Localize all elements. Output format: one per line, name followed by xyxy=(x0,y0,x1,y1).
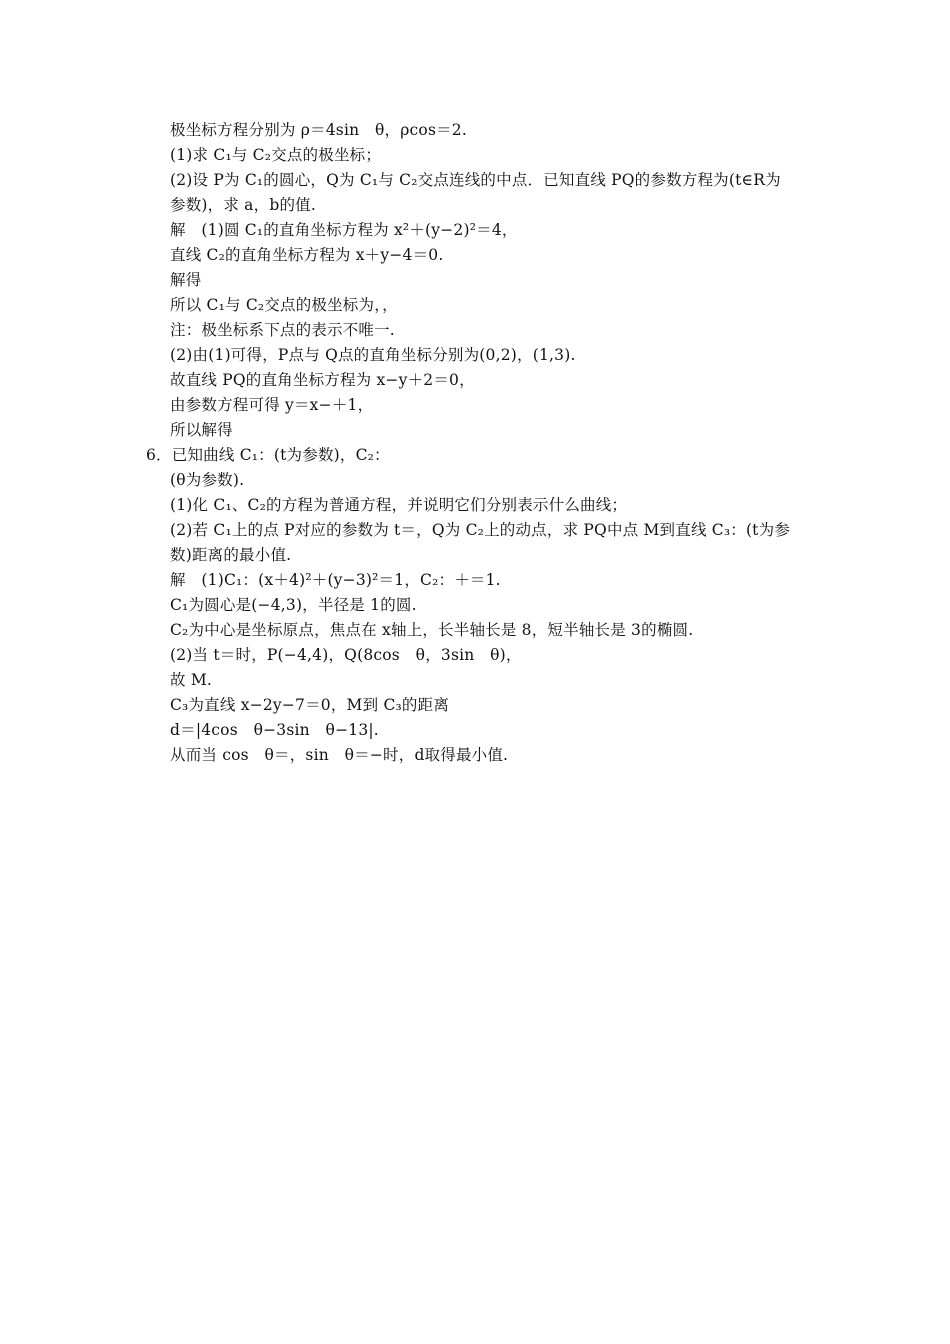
text-line: 解得 xyxy=(170,271,202,289)
text-line: (θ为参数). xyxy=(170,471,245,489)
text-line: C₃为直线 x−2y−7＝0，M到 C₃的距离 xyxy=(170,696,450,714)
text-line: 注：极坐标系下点的表示不唯一. xyxy=(170,321,395,339)
text-line: 参数)，求 a，b的值. xyxy=(170,196,316,214)
text-line: 由参数方程可得 y＝x−＋1， xyxy=(170,396,374,414)
text-line: 所以 C₁与 C₂交点的极坐标为，， xyxy=(170,296,398,314)
text-line: 所以解得 xyxy=(170,421,233,439)
text-line: 解 (1)圆 C₁的直角坐标方程为 x²＋(y−2)²＝4， xyxy=(170,221,518,239)
text-line: 故 M. xyxy=(170,671,213,689)
text-line: (1)化 C₁、C₂的方程为普通方程，并说明它们分别表示什么曲线； xyxy=(170,496,628,514)
text-line: 从而当 cos θ＝，sin θ＝−时，d取得最小值. xyxy=(170,746,509,764)
text-line: (2)当 t＝时，P(−4,4)，Q(8cos θ，3sin θ)， xyxy=(170,646,522,664)
text-line: (2)若 C₁上的点 P对应的参数为 t＝，Q为 C₂上的动点，求 PQ中点 M到直线 C₃：(t为参 xyxy=(170,521,791,539)
question-heading: 6．已知曲线 C₁：(t为参数)，C₂： xyxy=(146,446,390,464)
text-line: 数)距离的最小值. xyxy=(170,546,292,564)
text-line: 故直线 PQ的直角坐标方程为 x−y＋2＝0， xyxy=(170,371,475,389)
text-line: 解 (1)C₁：(x＋4)²＋(y−3)²＝1，C₂：＋＝1. xyxy=(170,571,501,589)
text-line: (2)设 P为 C₁的圆心，Q为 C₁与 C₂交点连线的中点．已知直线 PQ的参数方程为(t∈R为 xyxy=(170,171,781,189)
text-line: C₂为中心是坐标原点，焦点在 x轴上，长半轴长是 8，短半轴长是 3的椭圆. xyxy=(170,621,694,639)
text-line: 直线 C₂的直角坐标方程为 x＋y−4＝0. xyxy=(170,246,444,264)
text-line: d＝|4cos θ−3sin θ−13|. xyxy=(170,721,379,739)
text-line: C₁为圆心是(−4,3)，半径是 1的圆. xyxy=(170,596,417,614)
text-line: (1)求 C₁与 C₂交点的极坐标； xyxy=(170,146,382,164)
text-line: (2)由(1)可得，P点与 Q点的直角坐标分别为(0,2)，(1,3). xyxy=(170,346,576,364)
text-line: 极坐标方程分别为 ρ＝4sin θ，ρcos＝2. xyxy=(170,121,467,139)
